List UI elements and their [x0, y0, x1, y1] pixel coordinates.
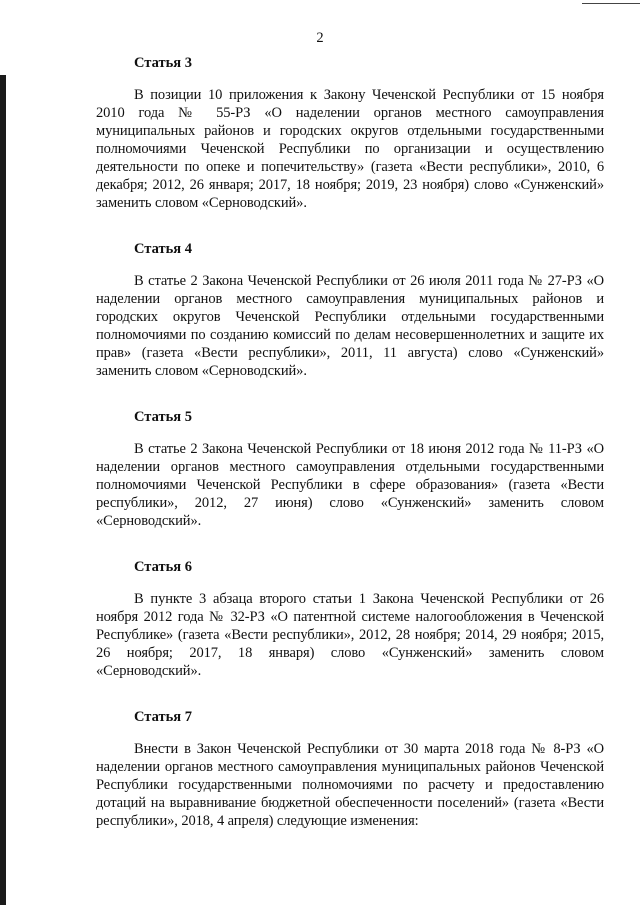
- scan-left-edge: [0, 75, 6, 905]
- article-text: В статье 2 Закона Чеченской Республики от 18 июня 2012 года № 11-РЗ «О наделении органов местного самоуправления отдельными государственными полномочиями Чеченской Республики в сфере образования» (газета «Вести республики», 2012, 27 июня) слово «Сунженский» заменить словом «Серноводский».: [96, 441, 604, 529]
- article-7: [96, 708, 604, 830]
- article-text: В позиции 10 приложения к Закону Чеченской Республики от 15 ноября 2010 года № 55-РЗ «О наделении органов местного самоуправления муниципальных районов и городских округов отдельными государственными полномочиями Чеченской Республики по организации и осуществлению деятельности по опеке и попечительству» (газета «Вести республики», 2010, 6 декабря; 2012, 26 января; 2017, 18 ноября; 2019, 23 ноября) слово «Сунженский» заменить словом «Серноводский».: [96, 87, 604, 211]
- article-6: [96, 558, 604, 680]
- article-5: [96, 408, 604, 530]
- article-3: [96, 54, 604, 212]
- article-title: Статья 5: [134, 409, 192, 425]
- article-title: Статья 3: [134, 55, 192, 71]
- article-title: Статья 6: [134, 559, 192, 575]
- article-4: [96, 240, 604, 380]
- document-body: [96, 46, 604, 858]
- article-text: В пункте 3 абзаца второго статьи 1 Закона Чеченской Республики от 26 ноября 2012 года № 32-РЗ «О патентной системе налогообложения в Чеченской Республике» (газета «Вести республики», 2012, 28 ноября; 2014, 29 ноября; 2015, 26 ноября; 2017, 18 января) слово «Сунженский» заменить словом «Серноводский».: [96, 591, 604, 679]
- article-title: Статья 4: [134, 241, 192, 257]
- scan-top-line: [582, 3, 640, 4]
- article-title: Статья 7: [134, 709, 192, 725]
- page-number: 2: [316, 30, 324, 46]
- article-text: В статье 2 Закона Чеченской Республики от 26 июля 2011 года № 27-РЗ «О наделении органов местного самоуправления муниципальных районов и городских округов Чеченской Республики отдельными государственными полномочиями по созданию комиссий по делам несовершеннолетних и защите их прав» (газета «Вести республики», 2011, 11 августа) слово «Сунженский» заменить словом «Серноводский».: [96, 273, 604, 379]
- article-text: Внести в Закон Чеченской Республики от 30 марта 2018 года № 8-РЗ «О наделении органов местного самоуправления муниципальных районов Чеченской Республики государственными полномочиями по расчету и предоставлению дотаций на выравнивание бюджетной обеспеченности поселений» (газета «Вести республики», 2018, 4 апреля) следующие изменения:: [96, 741, 604, 829]
